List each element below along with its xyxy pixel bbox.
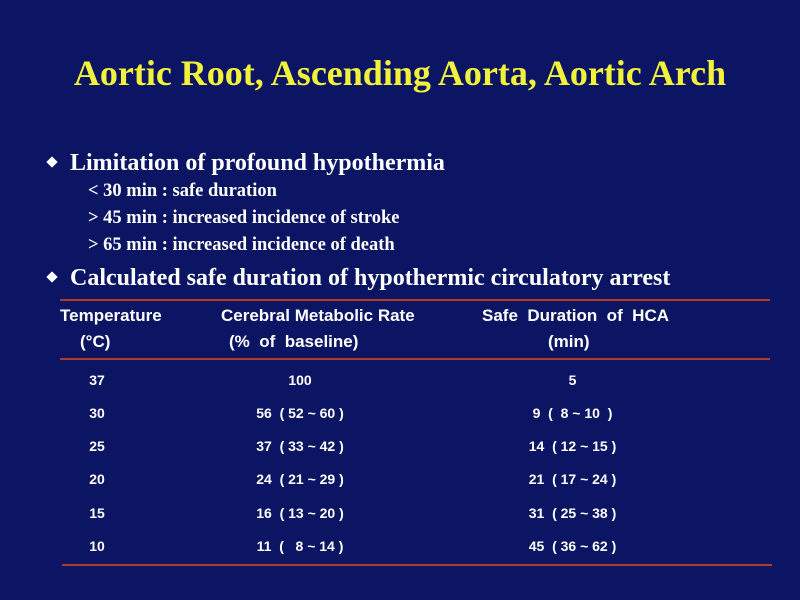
cell-temperature: 20 [89,471,105,487]
subitem-safe-duration: < 30 min : safe duration [88,181,277,201]
cell-cmr: 24 ( 21 ~ 29 ) [256,471,344,487]
subitem-stroke: > 45 min : increased incidence of stroke [88,208,400,228]
table-top-rule [60,299,770,301]
header-temperature-unit: (°C) [80,332,111,351]
cell-safe-duration: 14 ( 12 ~ 15 ) [528,438,617,454]
bullet-text: Calculated safe duration of hypothermic circulatory arrest [70,265,671,291]
cell-cmr: 56 ( 52 ~ 60 ) [256,405,344,421]
diamond-bullet-icon [46,271,57,282]
cell-temperature: 37 [89,372,105,388]
header-safe-duration: Safe Duration of HCA [482,306,670,325]
cell-safe-duration: 45 ( 36 ~ 62 ) [528,538,617,554]
cell-safe-duration: 31 ( 25 ~ 38 ) [528,505,617,521]
subitem-death: > 65 min : increased incidence of death [88,235,395,255]
bullet-calculated [48,265,670,292]
cell-temperature: 25 [89,438,105,454]
bullet-limitation [48,150,445,177]
cell-temperature: 10 [89,538,105,554]
cell-safe-duration: 5 [568,372,577,388]
cell-safe-duration: 21 ( 17 ~ 24 ) [528,471,617,487]
cell-safe-duration: 9 ( 8 ~ 10 ) [532,405,613,421]
slide-title: Aortic Root, Ascending Aorta, Aortic Arch [73,53,727,93]
cell-cmr: 16 ( 13 ~ 20 ) [256,505,344,521]
cell-cmr: 37 ( 33 ~ 42 ) [256,438,344,454]
header-cmr: Cerebral Metabolic Rate [221,306,415,325]
cell-cmr: 11 ( 8 ~ 14 ) [256,538,344,554]
cell-temperature: 30 [89,405,105,421]
diamond-bullet-icon [46,156,57,167]
bullet-text: Limitation of profound hypothermia [70,150,445,176]
cell-temperature: 15 [89,505,105,521]
cell-cmr: 100 [288,372,312,388]
table-bottom-rule [62,564,772,566]
header-cmr-unit: (% of baseline) [229,332,359,351]
table-header-rule [60,358,770,360]
header-temperature: Temperature [60,306,162,325]
header-safe-duration-unit: (min) [548,332,590,351]
